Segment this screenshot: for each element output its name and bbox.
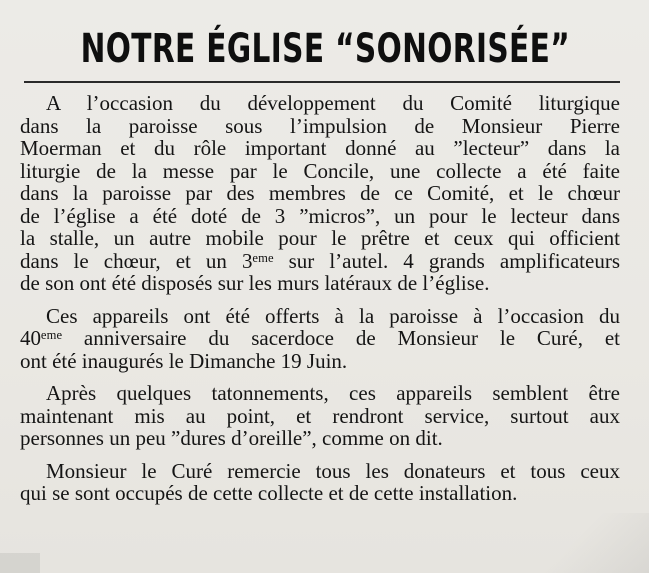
text-line: personnes un peu ”dures d’oreille”, comme on dit.: [20, 426, 443, 450]
text-line: 40ᵉᵐᵉ anniversaire du sacerdoce de Monsieur le Curé, et: [20, 326, 620, 350]
text-line: qui se sont occupés de cette collecte et de cette installation.: [20, 481, 518, 505]
text-line: Moerman et du rôle important donné au ”lecteur” dans la: [20, 136, 620, 160]
page-shadow: [529, 513, 649, 573]
paragraph-2: [20, 305, 620, 373]
text-line: Après quelques tatonnements, ces appareils semblent être: [46, 381, 620, 405]
text-line: dans la paroisse sous l’impulsion de Monsieur Pierre: [20, 113, 620, 138]
text-line: de l’église a été doté de 3 ”micros”, un pour le lecteur dans: [20, 203, 620, 228]
text-line: de son ont été disposés sur les murs latéraux de l’église.: [20, 271, 490, 295]
text-line: dans la paroisse par des membres de ce Comité, et le chœur: [20, 181, 620, 205]
text-line: liturgie de la messe par le Concile, une collecte a été faite: [20, 158, 620, 183]
article-body: [20, 92, 620, 515]
text-line: dans le chœur, et un 3ᵉᵐᵉ sur l’autel. 4 grands amplificateurs: [20, 248, 620, 273]
title-rule: [24, 81, 620, 83]
paragraph-4: [20, 460, 620, 505]
text-line: Monsieur le Curé remercie tous les donateurs et tous ceux: [46, 458, 620, 483]
paragraph-3: [20, 382, 620, 450]
article-title: NOTRE ÉGLISE “SONORISÉE”: [80, 26, 571, 72]
text-line: Ces appareils ont été offerts à la paroisse à l’occasion du: [46, 303, 620, 328]
paragraph-1: [20, 92, 620, 295]
text-line: A l’occasion du développement du Comité liturgique: [46, 91, 620, 115]
text-line: maintenant mis au point, et rendront service, surtout aux: [20, 403, 620, 428]
text-line: la stalle, un autre mobile pour le prêtre et ceux qui officient: [20, 226, 620, 250]
page-shadow: [0, 553, 40, 573]
text-line: ont été inaugurés le Dimanche 19 Juin.: [20, 348, 348, 373]
